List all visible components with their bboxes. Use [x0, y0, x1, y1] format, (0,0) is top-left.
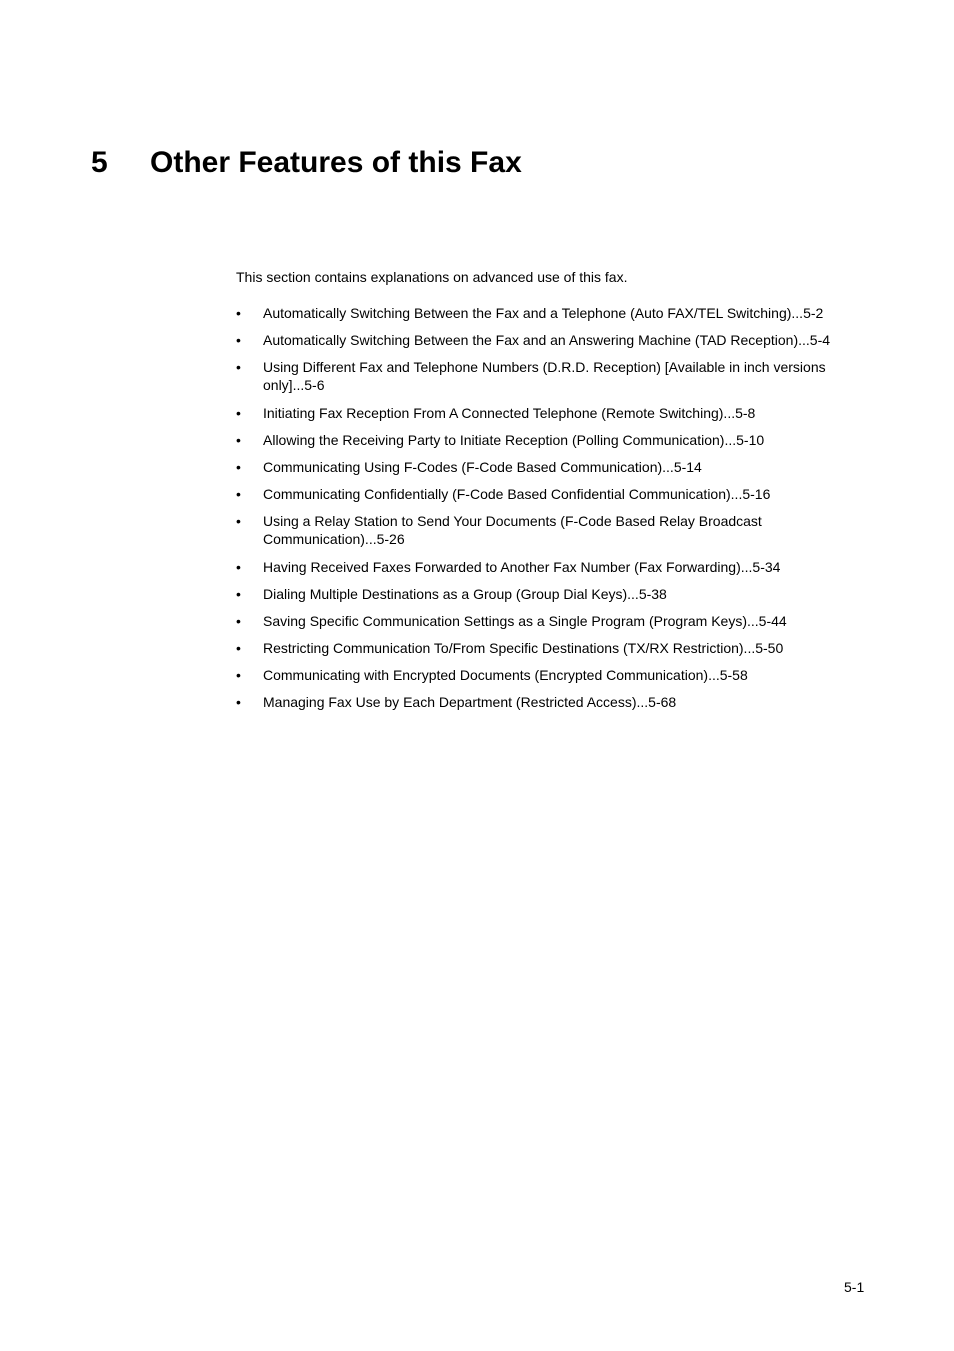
bullet-icon: •	[236, 486, 241, 503]
section-list	[236, 304, 876, 721]
list-item	[236, 404, 876, 422]
list-item	[236, 693, 876, 711]
list-item	[236, 512, 876, 548]
list-item	[236, 585, 876, 603]
bullet-icon: •	[236, 612, 241, 629]
list-item	[236, 612, 876, 630]
list-item-text: Communicating Using F-Codes (F-Code Based Communication)...5-14	[263, 458, 702, 475]
list-item-text: Saving Specific Communication Settings as a Single Program (Program Keys)...5-44	[263, 612, 787, 629]
list-item-text: Having Received Faxes Forwarded to Another Fax Number (Fax Forwarding)...5-34	[263, 558, 781, 575]
bullet-icon: •	[236, 667, 241, 684]
list-item	[236, 304, 876, 322]
list-item	[236, 358, 876, 394]
bullet-icon: •	[236, 640, 241, 657]
list-item	[236, 331, 876, 349]
list-item-text: Communicating with Encrypted Documents (Encrypted Communication)...5-58	[263, 667, 748, 684]
bullet-icon: •	[236, 431, 241, 448]
chapter-title: Other Features of this Fax	[150, 146, 522, 179]
bullet-icon: •	[236, 558, 241, 575]
bullet-icon: •	[236, 404, 241, 421]
bullet-icon: •	[236, 305, 241, 321]
list-item	[236, 666, 876, 684]
bullet-icon: •	[236, 359, 241, 376]
list-item-text: Restricting Communication To/From Specific Destinations (TX/RX Restriction)...5-50	[263, 640, 784, 657]
chapter-number: 5	[91, 146, 108, 179]
list-item	[236, 485, 876, 503]
chapter-heading	[91, 143, 522, 183]
list-item	[236, 639, 876, 657]
list-item-text: Dialing Multiple Destinations as a Group (Group Dial Keys)...5-38	[263, 585, 667, 602]
bullet-icon: •	[236, 513, 241, 530]
list-item	[236, 458, 876, 476]
list-item-text: Automatically Switching Between the Fax and an Answering Machine (TAD Reception)...5-4	[263, 332, 831, 349]
list-item-text: Allowing the Receiving Party to Initiate Reception (Polling Communication)...5-10	[263, 431, 765, 448]
list-item-text: Automatically Switching Between the Fax and a Telephone (Auto FAX/TEL Switching)...5-2	[263, 305, 824, 321]
list-item-text: Managing Fax Use by Each Department (Restricted Access)...5-68	[263, 694, 677, 711]
bullet-icon: •	[236, 694, 241, 711]
list-item-text: Communicating Confidentially (F-Code Based Confidential Communication)...5-16	[263, 486, 771, 503]
intro-paragraph: This section contains explanations on advanced use of this fax.	[236, 269, 628, 285]
bullet-icon: •	[236, 332, 241, 349]
page-number: 5-1	[844, 1279, 865, 1295]
bullet-icon: •	[236, 458, 241, 475]
list-item-text: Using Different Fax and Telephone Numbers (D.R.D. Reception) [Available in inch versions only]...5-6	[263, 359, 826, 394]
list-item	[236, 558, 876, 576]
list-item	[236, 431, 876, 449]
list-item-text: Using a Relay Station to Send Your Documents (F-Code Based Relay Broadcast Communication)...5-26	[263, 513, 762, 548]
bullet-icon: •	[236, 585, 241, 602]
list-item-text: Initiating Fax Reception From A Connected Telephone (Remote Switching)...5-8	[263, 404, 756, 421]
